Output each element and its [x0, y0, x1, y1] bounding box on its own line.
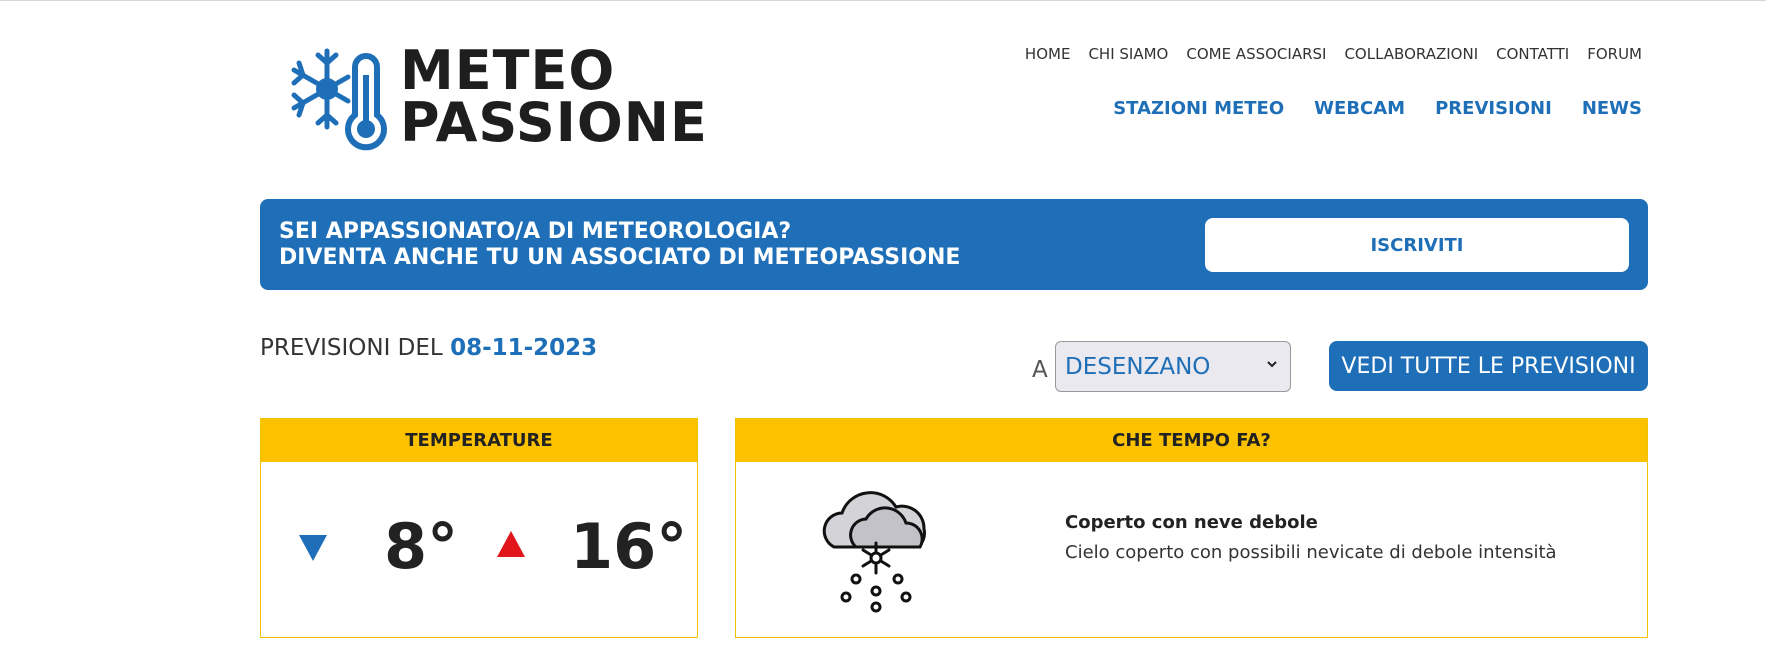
- chevron-down-icon: [1266, 358, 1278, 370]
- location-prefix: A: [1032, 357, 1048, 383]
- min-temp-value: 8°: [384, 510, 459, 583]
- iscriviti-button[interactable]: ISCRIVITI: [1205, 218, 1629, 272]
- top-nav-chi-siamo[interactable]: CHI SIAMO: [1088, 45, 1169, 63]
- top-nav: [1025, 45, 1642, 63]
- forecast-date-heading: [260, 335, 597, 361]
- main-nav-stazioni-meteo[interactable]: STAZIONI METEO: [1113, 98, 1285, 119]
- logo-wordmark: [400, 39, 708, 154]
- top-nav-collaborazioni[interactable]: COLLABORAZIONI: [1344, 45, 1479, 63]
- weather-card: [735, 418, 1648, 638]
- temperature-card-title: TEMPERATURE: [261, 419, 697, 462]
- max-temp-up-arrow-icon: [497, 531, 525, 557]
- banner-text: [279, 219, 960, 271]
- banner-line-1: SEI APPASSIONATO/A DI METEOROLOGIA?: [279, 219, 792, 244]
- temperature-card: [260, 418, 698, 638]
- weather-condition: Coperto con neve debole: [1065, 512, 1318, 533]
- logo-line-2: PASSIONE: [400, 91, 708, 154]
- main-nav: [1113, 98, 1642, 119]
- weather-description: Cielo coperto con possibili nevicate di debole intensità: [1065, 542, 1557, 563]
- logo-line-1: METEO: [400, 39, 616, 102]
- snowflake-thermometer-icon: [282, 45, 392, 155]
- forecast-date: 08-11-2023: [450, 335, 598, 361]
- top-nav-come-associarsi[interactable]: COME ASSOCIARSI: [1186, 45, 1327, 63]
- min-temp-down-arrow-icon: [299, 535, 327, 561]
- location-select[interactable]: [1055, 341, 1291, 392]
- top-nav-forum[interactable]: FORUM: [1587, 45, 1642, 63]
- view-all-forecasts-button[interactable]: VEDI TUTTE LE PREVISIONI: [1329, 341, 1648, 391]
- main-nav-webcam[interactable]: WEBCAM: [1314, 98, 1406, 119]
- forecast-label: PREVISIONI DEL: [260, 335, 443, 361]
- site-logo[interactable]: [282, 39, 708, 155]
- location-select-value: DESENZANO: [1065, 353, 1211, 380]
- banner-line-2: DIVENTA ANCHE TU UN ASSOCIATO DI METEOPASSIONE: [279, 245, 961, 270]
- main-nav-news[interactable]: NEWS: [1581, 98, 1642, 119]
- top-nav-home[interactable]: HOME: [1024, 45, 1071, 63]
- top-nav-contatti[interactable]: CONTATTI: [1496, 45, 1570, 63]
- weather-card-title: CHE TEMPO FA?: [736, 419, 1647, 462]
- main-nav-previsioni[interactable]: PREVISIONI: [1435, 98, 1552, 119]
- max-temp-value: 16°: [570, 510, 688, 583]
- membership-banner: [260, 199, 1648, 290]
- cloud-snow-icon: [816, 483, 936, 613]
